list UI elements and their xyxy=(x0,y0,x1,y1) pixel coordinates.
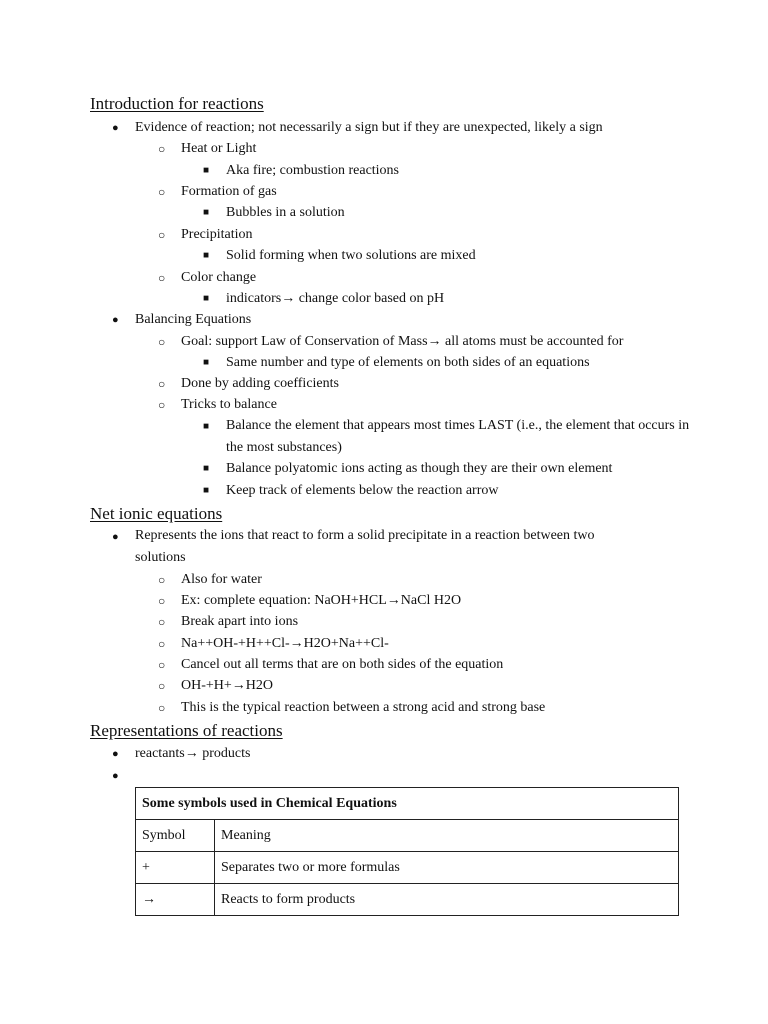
table-row xyxy=(136,852,679,884)
bullet-square-icon: ■ xyxy=(203,293,210,304)
bullet-square-icon: ■ xyxy=(203,165,210,176)
bullet-circle-icon: ○ xyxy=(158,615,166,629)
list-item-text: Balance the element that appears most times LAST (i.e., the element that occurs in the most substances) xyxy=(226,418,690,455)
bullet-circle-icon: ○ xyxy=(158,228,166,242)
bullet-disc-icon: ● xyxy=(112,770,119,782)
bullet-circle-icon: ○ xyxy=(158,679,166,693)
symbols-table xyxy=(135,787,679,916)
bullet-disc-icon: ● xyxy=(112,748,119,760)
bullet-square-icon: ■ xyxy=(203,485,210,496)
bullet-square-icon: ■ xyxy=(203,357,210,368)
table-cell-meaning: Reacts to form products xyxy=(215,884,679,916)
bullet-circle-icon: ○ xyxy=(158,701,166,715)
list-item-text: Ex: complete equation: NaOH+HCL→NaCl H2O xyxy=(181,593,462,608)
list-item-text: reactants→ products xyxy=(135,746,251,761)
list-item-text: indicators→ change color based on pH xyxy=(226,291,445,306)
column-header-meaning: Meaning xyxy=(215,820,679,852)
list-item-text: Na++OH-+H++Cl-→H2O+Na++Cl- xyxy=(181,636,389,651)
list-item-text: Precipitation xyxy=(181,227,253,242)
list-item-text: Done by adding coefficients xyxy=(181,376,339,391)
list-item-text: Bubbles in a solution xyxy=(226,205,345,220)
list-item-text: Same number and type of elements on both sides of an equations xyxy=(226,355,590,370)
list-item-text: Evidence of reaction; not necessarily a sign but if they are unexpected, likely a sign xyxy=(135,120,603,135)
bullet-circle-icon: ○ xyxy=(158,271,166,285)
list-item-text: Cancel out all terms that are on both sides of the equation xyxy=(181,657,504,672)
bullet-disc-icon: ● xyxy=(112,314,119,326)
list-item-text: Balance polyatomic ions acting as though they are their own element xyxy=(226,461,613,476)
bullet-square-icon: ■ xyxy=(203,207,210,218)
bullet-circle-icon: ○ xyxy=(158,398,166,412)
list-item-text: Solid forming when two solutions are mixed xyxy=(226,248,476,263)
table-caption-row xyxy=(136,788,679,820)
table-cell-symbol: + xyxy=(136,852,215,884)
table-cell-meaning: Separates two or more formulas xyxy=(215,852,679,884)
bullet-square-icon: ■ xyxy=(203,250,210,261)
table-caption: Some symbols used in Chemical Equations xyxy=(136,788,679,820)
section-heading-net-ionic: Net ionic equations xyxy=(90,504,223,523)
section-heading-intro: Introduction for reactions xyxy=(90,94,264,113)
list-item-text: Heat or Light xyxy=(181,141,257,156)
list-item-text: Represents the ions that react to form a solid precipitate in a reaction between two solutions xyxy=(135,528,595,565)
list-item-text: Goal: support Law of Conservation of Mass→ all atoms must be accounted for xyxy=(181,334,624,349)
list-item-text: Tricks to balance xyxy=(181,397,277,412)
list-item-text: Also for water xyxy=(181,572,262,587)
table-row xyxy=(136,884,679,916)
list-item-text: Aka fire; combustion reactions xyxy=(226,163,400,178)
bullet-circle-icon: ○ xyxy=(158,377,166,391)
bullet-circle-icon: ○ xyxy=(158,142,166,156)
bullet-circle-icon: ○ xyxy=(158,637,166,651)
list-item-text: Keep track of elements below the reaction arrow xyxy=(226,483,499,498)
list-item-text: Formation of gas xyxy=(181,184,277,199)
bullet-circle-icon: ○ xyxy=(158,335,166,349)
list-item-text: This is the typical reaction between a strong acid and strong base xyxy=(181,700,546,715)
bullet-circle-icon: ○ xyxy=(158,658,166,672)
list-item-text: Break apart into ions xyxy=(181,614,299,629)
bullet-circle-icon: ○ xyxy=(158,594,166,608)
bullet-circle-icon: ○ xyxy=(158,573,166,587)
bullet-square-icon: ■ xyxy=(203,421,210,432)
table-header-row xyxy=(136,820,679,852)
bullet-circle-icon: ○ xyxy=(158,185,166,199)
table-cell-symbol: → xyxy=(136,884,215,916)
list-item-text: Balancing Equations xyxy=(135,312,252,327)
column-header-symbol: Symbol xyxy=(136,820,215,852)
bullet-disc-icon: ● xyxy=(112,531,119,543)
list-item-text: Color change xyxy=(181,270,257,285)
bullet-square-icon: ■ xyxy=(203,463,210,474)
bullet-disc-icon: ● xyxy=(112,122,119,134)
section-heading-representations: Representations of reactions xyxy=(90,721,283,740)
list-item-text: OH-+H+→H2O xyxy=(181,678,274,693)
